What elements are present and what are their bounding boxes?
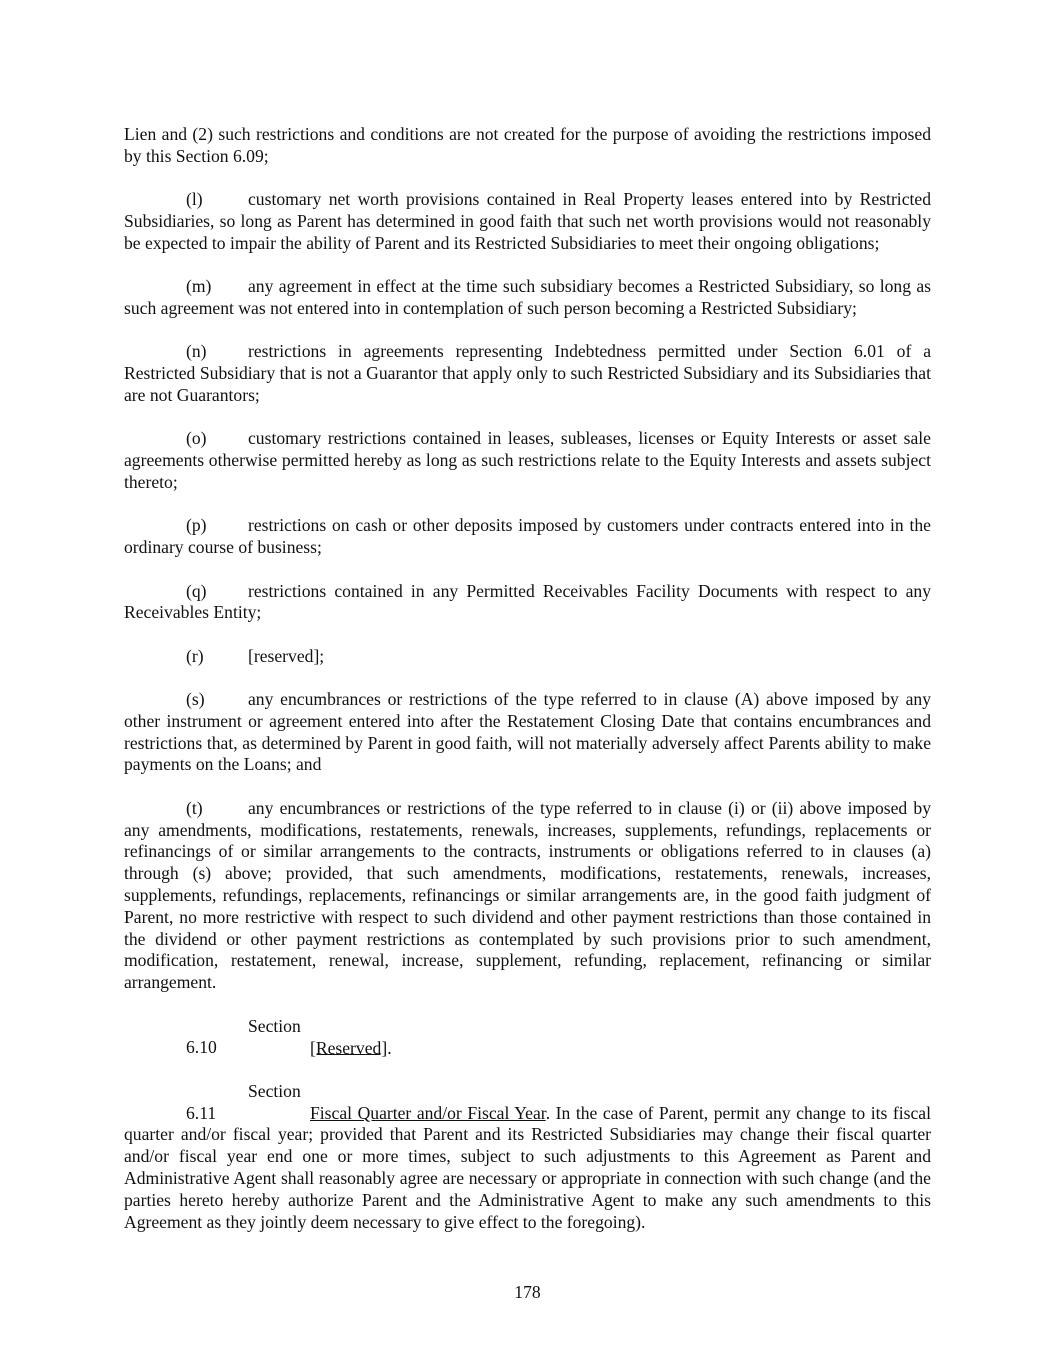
section-6-11 (124, 1081, 931, 1234)
clause-r (124, 646, 931, 668)
clause-label: (t) (186, 797, 203, 818)
clause-label: (l) (186, 189, 203, 210)
clause-o (124, 428, 931, 493)
section-number: Section 6.10 (186, 1015, 301, 1058)
clause-text: any encumbrances or restrictions of the type referred to in clause (A) above imposed by any other instrument or agreement entered into after the Restatement Closing Date that contains encumbrances and restrictions that, as determined by Parent in good faith, will not materially adversely affect Parents ability to make payments on the Loans; and (124, 689, 931, 775)
clause-s (124, 689, 931, 776)
clause-m (124, 276, 931, 320)
clause-text: restrictions contained in any Permitted Receivables Facility Documents with respect to any Receivables Entity; (124, 580, 931, 623)
clause-n (124, 341, 931, 406)
clause-label: (m) (186, 276, 212, 297)
clause-label: (n) (186, 341, 207, 362)
clause-t (124, 798, 931, 994)
section-text: . In the case of Parent, permit any change to its fiscal quarter and/or fiscal year; provided that Parent and its Restricted Subsidiaries may change their fiscal quarter and/or fiscal year end one or more times, subject to such adjustments to this Agreement as Parent and Administrative Agent shall reasonably agree are necessary or appropriate in connection with such change (and the parties hereto hereby authorize Parent and the Administrative Agent to make any such amendments to this Agreement as they jointly deem necessary to give effect to the foregoing). (124, 1102, 931, 1232)
clause-text: customary net worth provisions contained in Real Property leases entered into by Restricted Subsidiaries, so long as Parent has determined in good faith that such net worth provisions would not reasonably be expected to impair the ability of Parent and its Restricted Subsidiaries to meet their ongoing obligations; (124, 189, 931, 253)
section-number: Section 6.11 (186, 1080, 301, 1123)
section-title: [Reserved] (310, 1037, 388, 1058)
clause-text: any encumbrances or restrictions of the type referred to in clause (i) or (ii) above imposed by any amendments, modifications, restatements, renewals, increases, supplements, refundings, replacements or refinancings of or similar arrangements to the contracts, instruments or obligations referred to in clauses (a) through (s) above; provided, that such amendments, modifications, restatements, renewals, increases, supplements, refundings, replacements, refinancings or similar arrangements are, in the good faith judgment of Parent, no more restrictive with respect to such dividend and other payment restrictions than those contained in the dividend or other payment restrictions as contemplated by such provisions prior to such amendment, modification, restatement, renewal, increase, supplement, refunding, replacement, refinancing or similar arrangement. (124, 797, 931, 993)
clause-label: (q) (186, 580, 207, 601)
clause-label: (r) (186, 645, 204, 666)
clause-text: restrictions in agreements representing Indebtedness permitted under Section 6.01 of a Restricted Subsidiary that is not a Guarantor that apply only to such Restricted Subsidiary and its Subsidiaries that are not Guarantors; (124, 341, 931, 405)
clause-q (124, 581, 931, 625)
section-title: Fiscal Quarter and/or Fiscal Year (310, 1102, 546, 1123)
page-number: 178 (514, 1282, 541, 1302)
clause-label: (s) (186, 689, 205, 710)
clause-text: [reserved]; (248, 645, 325, 666)
document-body (124, 124, 931, 1255)
section-6-10 (124, 1016, 931, 1060)
clause-label: (o) (186, 428, 207, 449)
clause-text: any agreement in effect at the time such subsidiary becomes a Restricted Subsidiary, so long as such agreement was not entered into in contemplation of such person becoming a Restricted Subsidiary; (124, 276, 931, 318)
clause-l (124, 189, 931, 254)
clause-p (124, 515, 931, 559)
clause-text: restrictions on cash or other deposits imposed by customers under contracts entered into in the ordinary course of business; (124, 515, 931, 558)
continuation-paragraph: Lien and (2) such restrictions and conditions are not created for the purpose of avoiding the restrictions imposed by this Section 6.09; (124, 124, 931, 166)
section-punctuation: . (387, 1037, 392, 1058)
clause-text: customary restrictions contained in leases, subleases, licenses or Equity Interests or asset sale agreements otherwise permitted hereby as long as such restrictions relate to the Equity Interests and assets subject thereto; (124, 428, 931, 492)
clause-label: (p) (186, 515, 207, 536)
